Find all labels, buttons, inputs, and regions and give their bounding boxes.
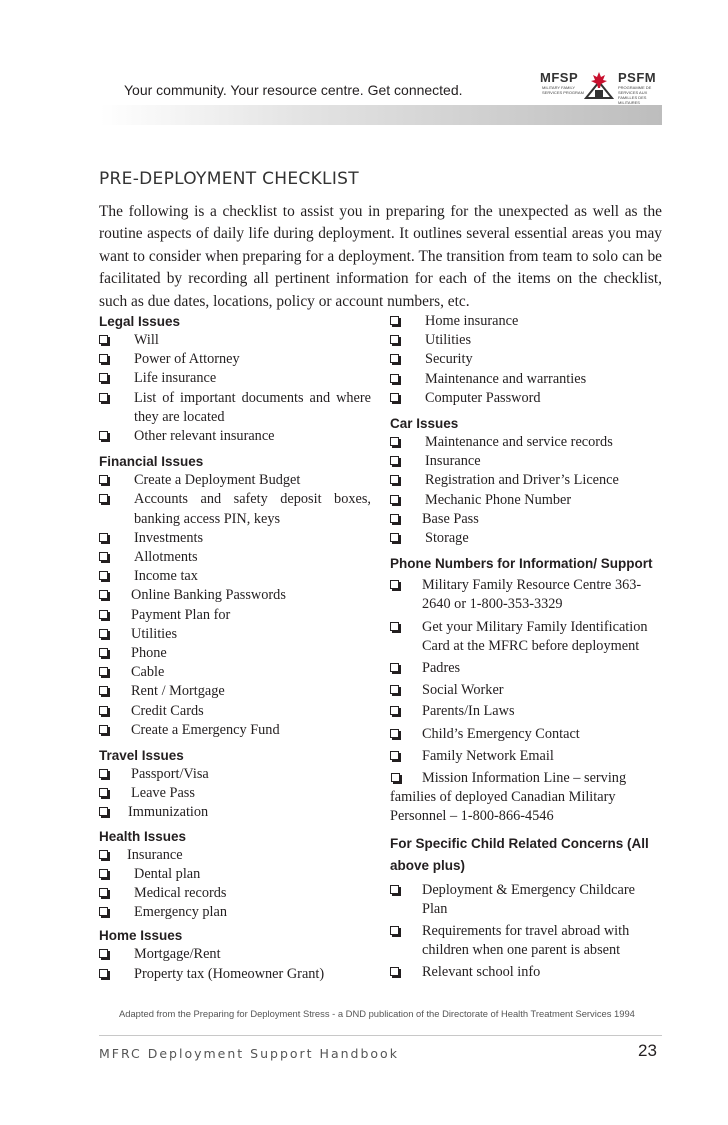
checkbox-icon[interactable] — [390, 663, 399, 672]
checklist-item: Passport/Visa — [99, 765, 371, 784]
checkbox-icon[interactable] — [99, 807, 108, 816]
right-column — [390, 312, 662, 983]
checkbox-icon[interactable] — [390, 706, 399, 715]
checklist-item: Security — [390, 350, 662, 369]
checkbox-icon[interactable] — [390, 580, 399, 589]
tagline: Your community. Your resource centre. Get connected. — [124, 82, 463, 98]
checkbox-icon[interactable] — [390, 751, 399, 760]
checklist-item: Utilities — [99, 625, 371, 644]
section-heading-financial: Financial Issues — [99, 454, 204, 470]
checklist-item: Registration and Driver’s Licence — [390, 471, 662, 490]
checklist-item: Create a Deployment Budget — [99, 471, 371, 490]
checkbox-icon[interactable] — [99, 590, 108, 599]
checkbox-icon[interactable] — [390, 514, 399, 523]
checkbox-icon[interactable] — [99, 907, 108, 916]
logo-left-subtitle: MILITARY FAMILY SERVICES PROGRAM — [542, 85, 584, 95]
checklist-item: Computer Password — [390, 389, 662, 408]
logo-right-subtitle: PROGRAMME DE SERVICES AUX FAMILLES DES MILITAIRES — [618, 85, 652, 105]
checklist-item: Social Worker — [390, 681, 662, 700]
checkbox-icon[interactable] — [390, 354, 399, 363]
page-number: 23 — [638, 1041, 657, 1060]
section-heading-home: Home Issues — [99, 928, 183, 944]
checklist-item: Relevant school info — [390, 963, 662, 982]
checkbox-icon[interactable] — [390, 685, 399, 694]
checkbox-icon[interactable] — [99, 335, 108, 344]
checkbox-icon[interactable] — [99, 949, 108, 958]
checklist-item: Phone — [99, 644, 371, 663]
checklist-item: Base Pass — [390, 510, 662, 529]
section-heading-health: Health Issues — [99, 828, 187, 844]
section-heading-car: Car Issues — [390, 416, 459, 432]
checklist-item: Requirements for travel abroad with children when one parent is absent — [390, 922, 662, 960]
source-note: Adapted from the Preparing for Deployment Stress - a DND publication of the Directorate of Health Treatment Services 1994 — [119, 1008, 635, 1019]
checkbox-icon[interactable] — [99, 667, 108, 676]
checklist-item: Parents/In Laws — [390, 702, 662, 721]
checklist-item: Online Banking Passwords — [99, 586, 371, 605]
checkbox-icon[interactable] — [390, 967, 399, 976]
logo-left-word: MFSP — [540, 70, 579, 85]
checkbox-icon[interactable] — [99, 354, 108, 363]
checklist-item: Credit Cards — [99, 702, 371, 721]
checklist-item: Cable — [99, 663, 371, 682]
checklist-item: Property tax (Homeowner Grant) — [99, 965, 371, 984]
checkbox-icon[interactable] — [390, 729, 399, 738]
left-column — [99, 312, 371, 984]
checkbox-icon[interactable] — [99, 494, 108, 503]
checkbox-icon[interactable] — [99, 788, 108, 797]
checklist-item: Accounts and safety deposit boxes, banking access PIN, keys — [99, 490, 371, 528]
checkbox-icon[interactable] — [99, 571, 108, 580]
checklist-item: Immunization — [99, 803, 371, 822]
checklist-item: Emergency plan — [99, 903, 371, 922]
checkbox-icon[interactable] — [99, 686, 108, 695]
checklist-item: Insurance — [99, 846, 371, 865]
checkbox-icon[interactable] — [390, 622, 399, 631]
section-heading-legal: Legal Issues — [99, 314, 181, 329]
checklist-item: Other relevant insurance — [99, 427, 371, 446]
checklist-item: Payment Plan for — [99, 606, 371, 625]
checklist-item: Military Family Resource Centre 363-2640 or 1-800-353-3329 — [390, 576, 662, 614]
page-header — [0, 0, 728, 125]
checkbox-icon[interactable] — [99, 373, 108, 382]
checkbox-icon[interactable] — [390, 475, 399, 484]
checklist-item: Investments — [99, 529, 371, 548]
checklist-item: Dental plan — [99, 865, 371, 884]
checkbox-icon[interactable] — [390, 456, 399, 465]
logo-right-word: PSFM — [618, 70, 657, 85]
checklist-item: Power of Attorney — [99, 350, 371, 369]
checklist-item: Income tax — [99, 567, 371, 586]
checkbox-icon[interactable] — [99, 869, 108, 878]
checkbox-icon[interactable] — [390, 437, 399, 446]
section-heading-phone: Phone Numbers for Information/ Support — [390, 556, 653, 572]
checklist-item: Utilities — [390, 331, 662, 350]
checkbox-icon[interactable] — [99, 393, 108, 402]
checklist-item: Home insurance — [390, 312, 662, 331]
checklist-item: Life insurance — [99, 369, 371, 388]
footer-divider — [99, 1035, 662, 1036]
checkbox-icon[interactable] — [99, 475, 108, 484]
checklist-item: Create a Emergency Fund — [99, 721, 371, 740]
checklist-item: Deployment & Emergency Childcare Plan — [390, 881, 662, 919]
checklist-item: Mission Information Line – serving families of deployed Canadian Military Personnel – 1-800-866-4546 — [390, 770, 627, 825]
checkbox-icon[interactable] — [99, 725, 108, 734]
checkbox-icon[interactable] — [99, 629, 108, 638]
checkbox-icon[interactable] — [390, 393, 399, 402]
checkbox-icon[interactable] — [390, 926, 399, 935]
checkbox-icon[interactable] — [390, 533, 399, 542]
checkbox-icon[interactable] — [99, 706, 108, 715]
mfsp-psfm-logo — [536, 70, 660, 105]
checklist-item: Leave Pass — [99, 784, 371, 803]
checkbox-icon[interactable] — [390, 316, 399, 325]
checkbox-icon[interactable] — [99, 969, 108, 978]
checkbox-icon[interactable] — [99, 552, 108, 561]
checkbox-icon[interactable] — [99, 431, 108, 440]
checkbox-icon[interactable] — [390, 335, 399, 344]
page-title: PRE-DEPLOYMENT CHECKLIST — [99, 169, 359, 189]
checkbox-icon[interactable] — [99, 533, 108, 542]
checklist-item: List of important documents and where they are located — [99, 389, 371, 427]
checklist-item: Storage — [390, 529, 662, 548]
checkbox-icon[interactable] — [391, 773, 400, 782]
checkbox-icon[interactable] — [99, 769, 108, 778]
section-heading-child: For Specific Child Related Concerns (All above plus) — [390, 835, 649, 873]
checkbox-icon[interactable] — [99, 888, 108, 897]
checklist-item: Child’s Emergency Contact — [390, 725, 662, 744]
checkbox-icon[interactable] — [390, 374, 399, 383]
checkbox-icon[interactable] — [99, 648, 108, 657]
footer-handbook-title: MFRC Deployment Support Handbook — [99, 1046, 399, 1061]
checklist-item: Allotments — [99, 548, 371, 567]
checklist-item: Rent / Mortgage — [99, 682, 371, 701]
checkbox-icon[interactable] — [99, 850, 108, 859]
checklist-item: Family Network Email — [390, 747, 662, 766]
checkbox-icon[interactable] — [99, 610, 108, 619]
section-heading-travel: Travel Issues — [99, 748, 184, 764]
checklist-item: Maintenance and warranties — [390, 370, 662, 389]
checklist-item: Will — [99, 331, 371, 350]
checklist-item: Insurance — [390, 452, 662, 471]
intro-paragraph: The following is a checklist to assist you in preparing for the unexpected as well as the routine aspects of daily life during deployment. It outlines several essential areas you may want to consider when preparing for a deployment. The transition from team to solo can be facilitated by recording all pertinent information for each of the items on the checklist, such as due dates, locations, policy or account numbers, etc. — [99, 203, 662, 310]
checklist-item: Padres — [390, 659, 662, 678]
checklist-item: Maintenance and service records — [390, 433, 662, 452]
header-gradient-bar — [100, 105, 662, 125]
checklist-item: Mortgage/Rent — [99, 945, 371, 964]
checkbox-icon[interactable] — [390, 495, 399, 504]
checkbox-icon[interactable] — [390, 885, 399, 894]
maple-leaf-house-icon — [584, 70, 614, 100]
checklist-item: Medical records — [99, 884, 371, 903]
checklist-item: Mechanic Phone Number — [390, 491, 662, 510]
checklist-item: Get your Military Family Identification Card at the MFRC before deployment — [390, 618, 662, 656]
